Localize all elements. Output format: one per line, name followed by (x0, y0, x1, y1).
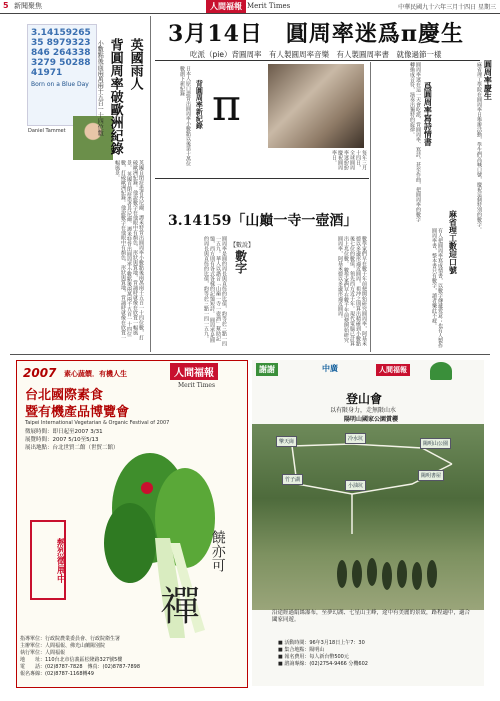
hiking-title: 登山會 (346, 392, 383, 406)
ad-footer-line: 地 址：110台北市信義區松隆路327號5樓 (20, 657, 123, 663)
ad-footer-line: 報名專線：(02)8787-1168轉49 (20, 671, 94, 677)
left-headline-col1: 英國雨人 (127, 38, 143, 90)
mountain-icon (430, 362, 452, 380)
sponsor-logo-2: 中廣 (322, 364, 338, 373)
hiking-info-line: ■ 諮詢專線：(02)2754-9466 分機602 (278, 661, 368, 667)
mid-tag: 【數說】 (230, 242, 255, 249)
headline-rule (155, 60, 480, 61)
left-headline-col2: 背圓周率破歐洲紀錄 (107, 38, 123, 155)
ad-title-line2: 暨有機產品博覽會 (25, 405, 130, 420)
mid-headline: 3.14159「山巔一寺一壺酒」 (168, 213, 358, 229)
ad-info-line: 展出地點：台北世貿二館（世貿二館） (25, 445, 119, 451)
left-article-body: 英國自閉症患者丹尼爾．譚米特背出圓周率小數點後兩萬兩千五百一十四位數，打破歐洲紀錄。他說數字在他眼中有顏色、形狀與質地，背誦時就像在欣賞一幅風景。 英國自閉症患者丹尼爾．譚米特背出圓周率小數點後兩萬兩千五百一十四位數，打破歐洲紀錄。他說數字在他眼中有顏色、形狀與質地，背誦時就像在欣賞一幅風景。 (114, 160, 144, 340)
ad-footer (20, 636, 240, 678)
trail-label: 擎天崗 (276, 436, 297, 447)
ad-calligraphy-top: 饒亦可 (209, 530, 226, 572)
ad-slogan: 素心蔬饌．有機人生 (64, 370, 127, 378)
hiking-info-line: ■ 集合地點：陽明山 (278, 647, 325, 653)
hiking-info-line: ■ 活動時間：96年3月18日上午7：30 (278, 640, 365, 646)
ad-year: 2007 (23, 366, 57, 380)
ad-footer-line: 電 話：(02)8787-7828 傳真：(02)8787-7898 (20, 664, 141, 670)
trail-label: 陽明山公園 (420, 438, 451, 449)
pi-side-title: 背圓周率新紀錄 (195, 80, 204, 129)
ad-logo: 人間福報 (170, 363, 218, 380)
ad-footer-line: 執行單位：人間福報 (20, 650, 66, 656)
ad-footer-line: 指導單位：行政院農業委員會、行政院衛生署 (20, 636, 121, 642)
portrait-photo (268, 64, 364, 148)
sponsor-logo-1: 謝謝 (256, 363, 278, 376)
trail-map (252, 424, 484, 610)
right-body-1: 圓周率迷在這一天會吃派、背圓周率、寫詩，甚至作曲，把圓周率的數字轉換成音符，演奏出獨特的旋律。 (409, 62, 421, 222)
section-title: 新聞聚焦 (14, 2, 42, 10)
column-divider-2 (370, 62, 371, 352)
ad-footer-line: 主辦單位：人間福報、佛光山蘭陽別院 (20, 643, 106, 649)
mid-column-title: 數字 (233, 250, 248, 274)
ad-logo-en: Merit Times (178, 382, 216, 389)
hiking-location: 陽明山國家公園賞櫻 (344, 416, 399, 423)
section-rule (155, 178, 369, 179)
trail-label: 竹子湖 (282, 474, 303, 485)
issue-date: 中華民國九十六年三月十四日 星期三 (398, 4, 496, 11)
mid-body-right: 數學家們早在數千年前便開始研究圓周率，阿基米德以多邊形逼近圓周，祖沖之則算出精確到小數點後七位的數值，領先西方近千年。現代電腦已計算出上兆位數。 數學家們早在數千年前便開始研究圓周率，阿基米德以多邊形逼近圓周。 (337, 236, 367, 346)
column-divider (150, 16, 151, 352)
page-number: 5 (3, 1, 9, 10)
sponsor-logo-3: 人間福報 (376, 364, 410, 376)
ad-info-line: 展覽時間：2007 5/10至5/13 (25, 437, 99, 443)
right-side-headline-2: 圓周率慶生 (483, 60, 493, 100)
ad-info-line: 徵展時間：即日起至2007 3/31 (25, 429, 103, 435)
collage-caption: Born on a Blue Day (31, 81, 89, 88)
person-photo (73, 116, 113, 160)
ad-calligraphy: 禪 (160, 584, 200, 630)
right-headline: 爲圓周率寫詩情書 (423, 82, 433, 146)
right-body-3: 麻省理工學院在圓周率日舉辦活動，學生們高喊口號，慶祝這個特別的數字。 (476, 62, 482, 232)
pi-side-body: 日本人原口證背出圓周率小數點以後第十萬位數創下新紀錄 (179, 66, 191, 166)
ad-stamp: 熱烈徵展中 (30, 520, 66, 600)
main-subhead: 吃派（pie）背圓周率 有人製圓周率音樂 有人製圓周率書 就像過節一樣 (190, 50, 442, 59)
hiking-info (278, 640, 478, 668)
mid-body-left: 圓周率是圓的周長與直徑的比值，約等於三點一四一五九。華人以諧音「山巔一寺一壺酒」幫助記憶，西方則有各式各樣的記憶短詩。 圓周率是圓的周長與直徑的比值，約等於三點一四一五九。 (203, 236, 227, 346)
right-body-2: 有人把圓周率寫成情書，以數字傳遞愛意；也有人製作圓周率書，整本書只有數字，讀者樂此不疲。 (431, 228, 443, 348)
ad-title-en: Taipei International Vegetarian & Organic Festival of 2007 (25, 420, 170, 426)
hiking-info-line: ■ 報名費用：每人新台幣500元 (278, 654, 349, 660)
right-side-headline: 麻省理工數迎口號 (448, 210, 458, 274)
trail-label: 陽明書屋 (418, 470, 444, 481)
trail-label: 冷水坑 (345, 433, 366, 444)
newspaper-logo-en: Merit Times (247, 2, 291, 10)
newspaper-logo: 人間福報 (206, 0, 246, 13)
digits-collage-image (27, 24, 97, 126)
collage-digits: 3.1415926535 8979323846 2643383279 5028841971 (31, 28, 91, 78)
main-body-strip: 每年三月十四日，全球圓周率迷紛紛慶祝圓周率日。 (331, 150, 367, 170)
hiking-subtitle: 以有限身力，走無限山水 (330, 407, 397, 414)
trail-label: 小油坑 (345, 480, 366, 491)
ad-separator (10, 354, 490, 355)
pi-symbol: π (212, 80, 241, 131)
person-caption: Daniel Tammet (28, 128, 66, 134)
left-subhead: 小數點後面兩萬兩千五百一十四位數 (96, 40, 104, 136)
main-headline: 3月14日 圓周率迷爲π慶生 (168, 21, 465, 47)
ad-title-line1: 台北國際素食 (25, 388, 104, 403)
hiking-description: 沿途經過絹絲瀑布，至夢幻湖、七星山主峰，途中有美麗的景致，路程適中，適合闔家同遊。 (272, 610, 471, 623)
